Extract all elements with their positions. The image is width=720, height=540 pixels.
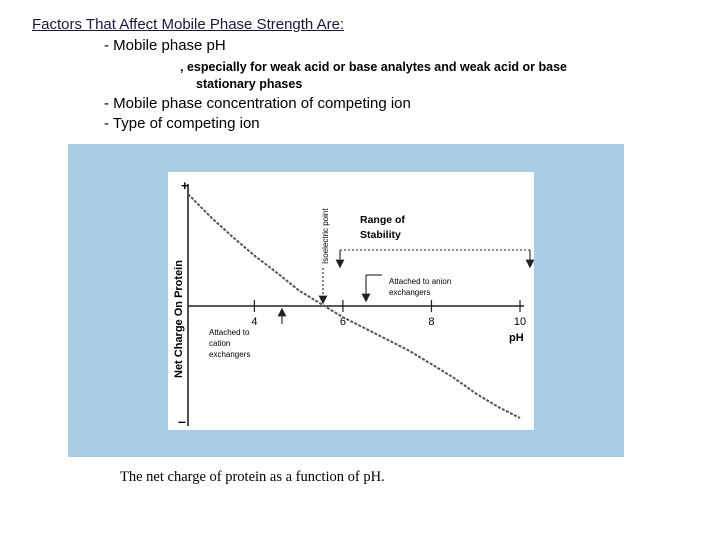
ph-note-line-2: stationary phases — [196, 77, 303, 91]
bullet-mobile-phase-ph: - Mobile phase pH — [104, 37, 226, 54]
cation-label-line-2: cation — [209, 339, 231, 348]
ph-note-line-1: , especially for weak acid or base analytes and weak acid or base — [180, 60, 567, 74]
y-plus-mark: + — [181, 178, 189, 193]
x-axis-label: pH — [509, 332, 524, 344]
cation-label-line-1: Attached to — [209, 328, 250, 337]
bullet-competing-ion-concentration: - Mobile phase concentration of competing ion — [104, 95, 411, 112]
y-axis-label: Net Charge On Protein — [173, 260, 185, 378]
anion-label-line-2: exchangers — [389, 288, 431, 297]
figure-caption: The net charge of protein as a function of pH. — [120, 469, 385, 485]
plot-background — [168, 172, 534, 430]
bullet-competing-ion-type: - Type of competing ion — [104, 115, 260, 132]
range-label-line-2: Stability — [360, 229, 401, 241]
isoelectric-point-label: Isoelectric point — [321, 208, 330, 264]
x-tick-label-4: 4 — [251, 316, 258, 328]
y-minus-mark: – — [178, 413, 186, 429]
slide-title: Factors That Affect Mobile Phase Strength Are: — [32, 16, 345, 33]
net-charge-chart — [168, 172, 534, 430]
x-tick-label-6: 6 — [339, 316, 346, 328]
x-tick-label-8: 8 — [428, 316, 435, 328]
anion-label-line-1: Attached to anion — [389, 277, 452, 286]
range-label-line-1: Range of — [360, 214, 405, 226]
cation-label-line-3: exchangers — [209, 350, 251, 359]
x-tick-label-10: 10 — [513, 316, 527, 328]
